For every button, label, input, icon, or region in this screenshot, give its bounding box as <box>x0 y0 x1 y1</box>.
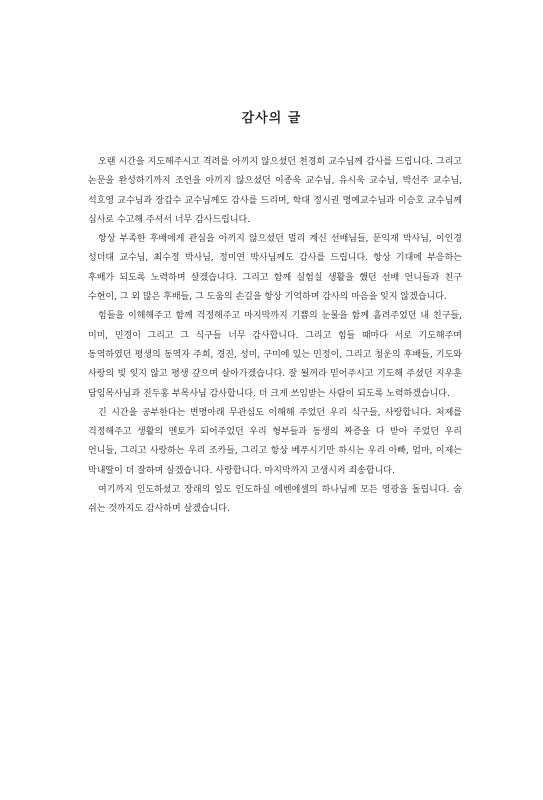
paragraph-friends: 힘들을 이해해주고 함께 걱정해주고 마지막까지 기쁨의 눈물을 함께 흘려주었던 내 친구들, 미미, 민경이 그리고 그 식구들 너무 감사합니다. 그리고 힘들 때마다 서로 기도해주며 동역하였던 평생의 동역자 주희, 경진, 성미, 구미에 있는 민정이, 그리고 청운의 후배들, 기도와 사랑의 빚 잊지 않고 평생 갚으며 살아가겠습니다. 잘 될꺼라 믿어주시고 기도해 주셨던 지우훈 담임목사님과 진두홍 부목사님 감사합니다. 더 크게 쓰임받는 사람이 되도록 노력하겠습니다. <box>88 311 462 399</box>
paragraph-seniors: 항상 부족한 후배에게 관심을 아끼지 않으셨던 멀리 계신 선배님들, 문익재 박사님, 이인경 성더대 교수님, 최수정 박사님, 정미연 박사님께도 감사를 드립니다. 항상 기대에 부응하는 후배가 되도록 노력하며 살겠습니다. 그리고 함께 실험실 생활을 했던 선배 언니들과 친구 수현이, 그 외 많은 후배들, 그 도움의 손길을 항상 기억하며 감사의 마음을 잊지 않겠습니다. <box>88 234 462 303</box>
page-title: 감사의 글 <box>241 111 302 126</box>
paragraph-family: 긴 시간을 공부한다는 변명아래 무관심도 이해해 주었던 우리 식구들, 사랑합니다. 처제를 걱정해주고 생활의 멘토가 되어주었던 우리 형부들과 동생의 짜증을 다 받아 주었던 우리 언니들, 그리고 사랑하는 우리 조카들, 그리고 항상 베푸시기만 하시는 우리 아빠, 엄마, 이제는 막내딸이 더 잘하며 살겠습니다. 사랑합니다. 마지막까지 고생시켜 죄송합니다. <box>88 407 462 476</box>
acknowledgement-body <box>88 153 462 520</box>
paragraph-advisors: 오랜 시간을 지도해주시고 격려를 아끼지 않으셨던 천경희 교수님께 감사를 드립니다. 그리고 논문을 완성하기까지 조언을 아끼지 않으셨던 이종욱 교수님, 유시욱 교수님, 박선주 교수님, 석호영 교수님과 장갑수 교수님께도 감사를 드리며, 학대 정시권 명예교수님과 이승호 교수님께 심사로 수고해 주셔서 너무 감사드립니다. <box>88 157 462 225</box>
paragraph-closing: 여기까지 인도하셨고 장래의 일도 인도하실 에벤에셀의 하나님께 모든 영광을 돌립니다. 숨 쉬는 것까지도 감사하며 살겠습니다. <box>88 485 462 515</box>
